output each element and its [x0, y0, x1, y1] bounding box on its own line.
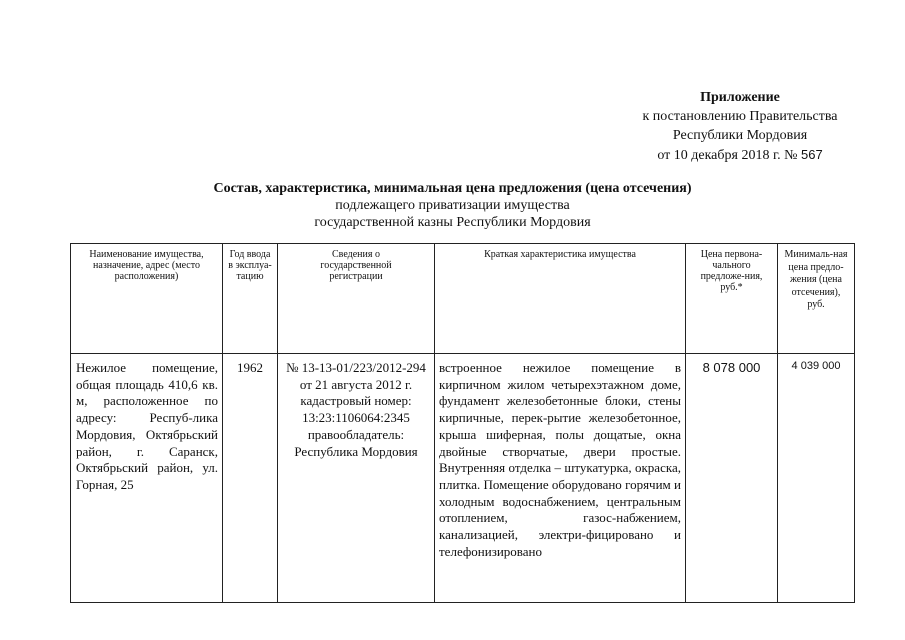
- header-initial-price: Цена первона-чального предложе-ния, руб.*: [686, 244, 778, 354]
- cell-min-price: 4 039 000: [778, 354, 855, 603]
- header-registration: Сведения о государственной регистрации: [278, 244, 435, 354]
- cell-registration: № 13-13-01/223/2012-294 от 21 августа 2012 г. кадастровый номер: 13:23:1106064:2345 правообладатель: Республика Мордовия: [278, 354, 435, 603]
- table-header-row: [71, 244, 855, 354]
- property-table: [70, 243, 855, 603]
- header-description: Краткая характеристика имущества: [435, 244, 686, 354]
- appendix-block: [600, 88, 880, 165]
- heading-line-3: государственной казны Республики Мордовия: [314, 215, 591, 230]
- cell-initial-price: 8 078 000: [686, 354, 778, 603]
- appendix-line-2: Республики Мордовия: [672, 128, 808, 143]
- appendix-date-line: [600, 145, 880, 165]
- header-min-price: Минималь-ная цена предло-жения (цена отсечения), руб.: [778, 244, 855, 354]
- heading-main: Состав, характеристика, минимальная цена предложения (цена отсечения): [213, 181, 692, 196]
- header-year: Год ввода в эксплуа-тацию: [223, 244, 278, 354]
- table-row: [71, 354, 855, 603]
- cell-description: встроенное нежилое помещение в кирпичном жилом четырехэтажном доме, фундамент железобетонные блоки, стены кирпичные, перек-рытие железобетонное, крыша шиферная, полы дощатые, окна двойные створчатые, двери простые. Внутренняя отделка – штукатурка, окраска, плитка. Помещение оборудовано горячим и холодным водоснабжением, центральным отоплением, газос-набжением, канализацией, электри-фицировано и телефонизировано: [435, 354, 686, 603]
- appendix-line-1: к постановлению Правительства: [642, 109, 838, 124]
- appendix-number: 567: [800, 147, 823, 162]
- document-heading: [150, 180, 755, 231]
- cell-name: Нежилое помещение, общая площадь 410,6 кв. м, расположенное по адресу: Респуб-лика Мордовия, Октябрьский район, г. Саранск, Октябрьский район, ул. Горная, 25: [71, 354, 223, 603]
- appendix-date: от 10 декабря 2018 г. №: [657, 148, 798, 163]
- cell-year: 1962: [223, 354, 278, 603]
- header-name: Наименование имущества, назначение, адрес (место расположения): [71, 244, 223, 354]
- appendix-title: Приложение: [700, 90, 780, 105]
- heading-line-2: подлежащего приватизации имущества: [335, 198, 570, 213]
